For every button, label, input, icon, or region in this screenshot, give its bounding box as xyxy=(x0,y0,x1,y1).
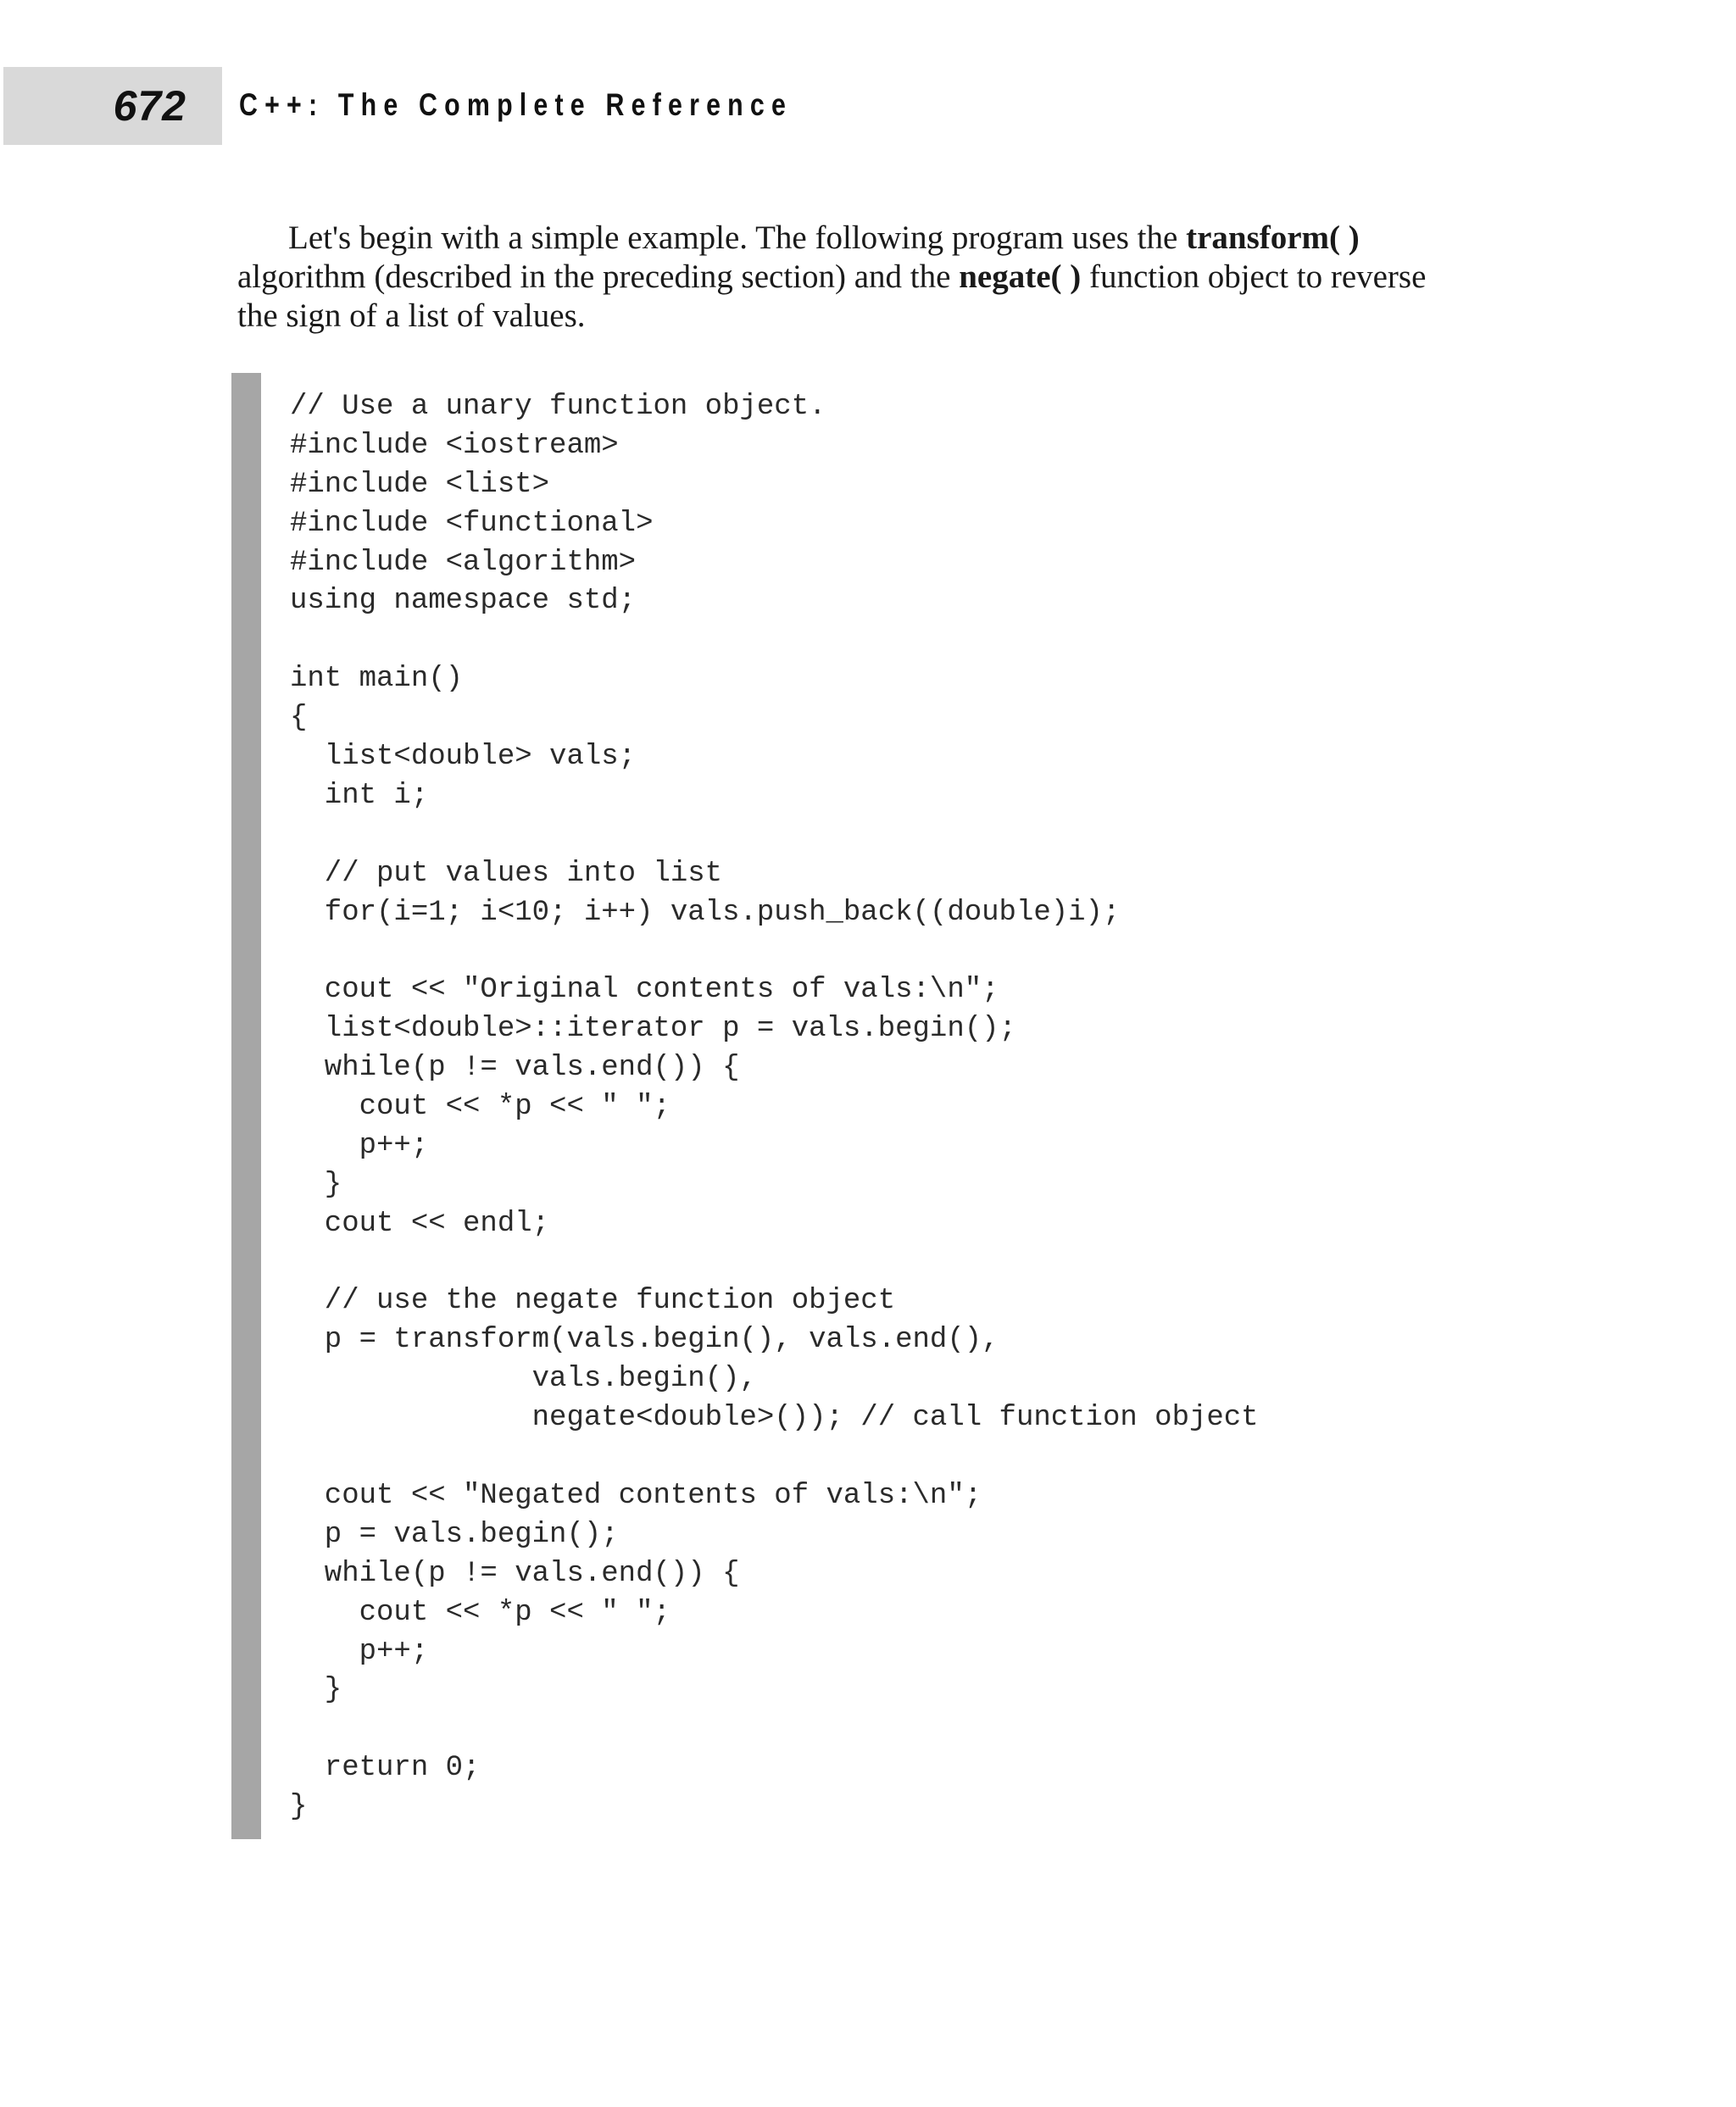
running-head: C++: The Complete Reference xyxy=(239,87,793,122)
code-line xyxy=(290,1710,1259,1749)
code-line: while(p != vals.end()) { xyxy=(290,1557,740,1590)
code-line: for(i=1; i<10; i++) vals.push_back((double)i); xyxy=(290,896,1121,929)
code-line: p++; xyxy=(290,1635,429,1668)
intro-text-3: function object to reverse the sign of a list of values. xyxy=(237,259,1427,334)
code-line: #include <functional> xyxy=(290,507,654,540)
code-line: #include <list> xyxy=(290,468,550,501)
code-line: p++; xyxy=(290,1129,429,1162)
code-line: negate<double>()); // call function object xyxy=(290,1402,1259,1435)
code-line: #include <algorithm> xyxy=(290,546,637,579)
intro-bold-negate: negate( ) xyxy=(959,259,1082,295)
code-line: int i; xyxy=(290,779,429,812)
code-line: int main() xyxy=(290,663,464,696)
code-line: } xyxy=(290,1674,342,1707)
code-line: #include <iostream> xyxy=(290,429,619,462)
code-line: vals.begin(), xyxy=(290,1363,757,1396)
code-line: list<double>::iterator p = vals.begin(); xyxy=(290,1013,1016,1046)
intro-text-2: algorithm (described in the preceding section) and the xyxy=(237,259,960,295)
code-line: cout << *p << " "; xyxy=(290,1596,670,1629)
intro-bold-transform: transform( ) xyxy=(1186,220,1360,256)
page-number: 672 xyxy=(113,82,186,130)
code-line: cout << "Original contents of vals:\n"; xyxy=(290,974,999,1007)
code-line: return 0; xyxy=(290,1752,481,1785)
code-line: // put values into list xyxy=(290,857,723,890)
page-number-box xyxy=(3,67,222,145)
code-line: // Use a unary function object. xyxy=(290,391,826,423)
code-line: using namespace std; xyxy=(290,585,637,618)
code-line: cout << "Negated contents of vals:\n"; xyxy=(290,1479,982,1512)
intro-paragraph xyxy=(237,219,1458,336)
code-line: cout << endl; xyxy=(290,1207,550,1240)
code-line: } xyxy=(290,1791,308,1824)
code-line: p = vals.begin(); xyxy=(290,1518,619,1551)
code-line: p = transform(vals.begin(), vals.end(), xyxy=(290,1324,999,1357)
code-line xyxy=(290,1438,1259,1477)
code-line: cout << *p << " "; xyxy=(290,1091,670,1124)
code-listing-bar xyxy=(231,373,261,1839)
code-listing xyxy=(290,388,1259,1827)
code-line xyxy=(290,932,1259,971)
code-line: { xyxy=(290,702,308,735)
code-line: // use the negate function object xyxy=(290,1285,896,1318)
code-line: } xyxy=(290,1168,342,1201)
code-line xyxy=(290,816,1259,855)
code-line xyxy=(290,621,1259,660)
code-line: while(p != vals.end()) { xyxy=(290,1052,740,1085)
code-line xyxy=(290,1244,1259,1283)
code-line: list<double> vals; xyxy=(290,741,637,774)
intro-text-1: Let's begin with a simple example. The following program uses the xyxy=(288,220,1187,256)
